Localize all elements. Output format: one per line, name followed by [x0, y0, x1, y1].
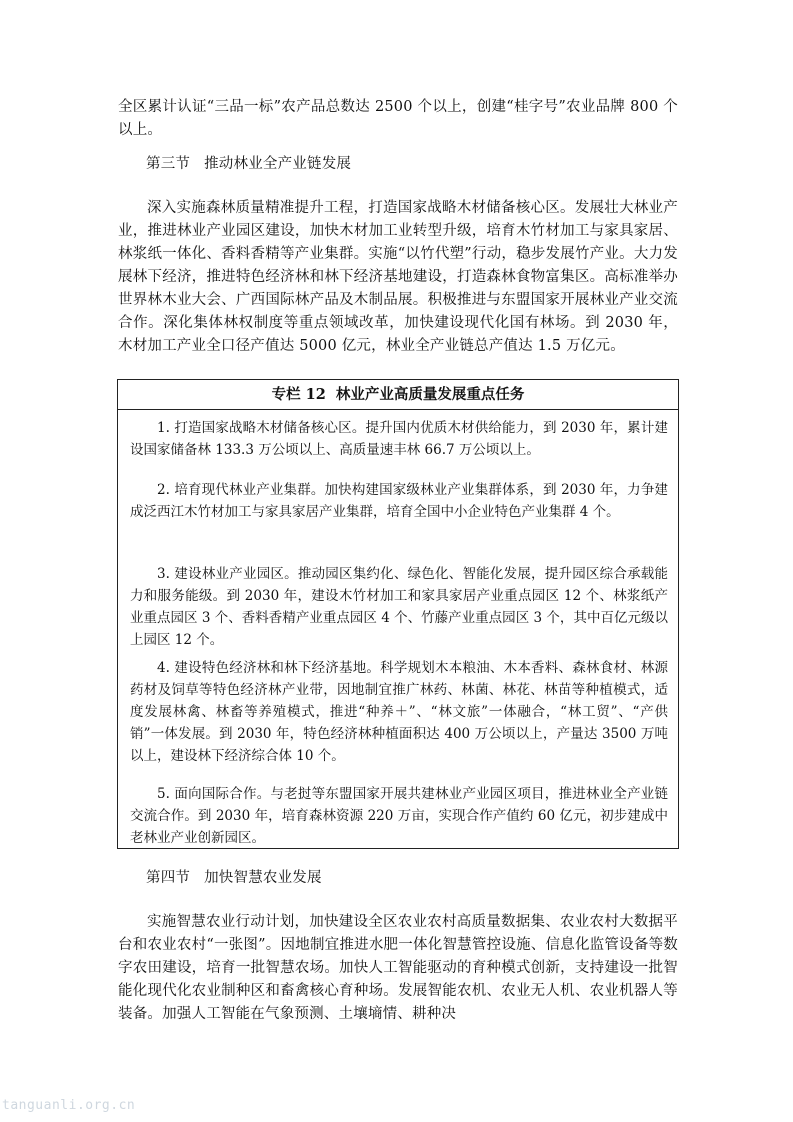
section4-body: 实施智慧农业行动计划，加快建设全区农业农村高质量数据集、农业农村大数据平台和农业农村“一张图”。因地制宜推进水肥一体化智慧管控设施、信息化监管设备等数字农田建设，培育一批智慧农场。加快人工智能驱动的育种模式创新，支持建设一批智能化现代化农业制种区和畜禽核心育种场。发展智能农机、农业无人机、农业机器人等装备。加强人工智能在气象预测、土壤墒情、耕种决: [118, 914, 678, 1022]
section3-title: 推动林业全产业链发展: [204, 156, 352, 172]
feature-box-item-1: 1. 打造国家战略木材储备核心区。提升国内优质木材供给能力，到 2030 年，累计建设国家储备林 133.3 万公顷以上、高质量速丰林 66.7 万公顷以上。: [130, 420, 668, 458]
watermark: tanguanli.org.cn: [2, 1098, 136, 1113]
section4-heading: [146, 867, 666, 890]
feature-box-title: [118, 380, 678, 410]
feature-box-item-5: 5. 面向国际合作。与老挝等东盟国家开展共建林业产业园区项目，推进林业全产业链交流合作。到 2030 年，培育森林资源 220 万亩，实现合作产值约 60 亿元，初步建成中老林业产业创新园区。: [130, 786, 668, 846]
section3-heading: [146, 153, 666, 176]
section3-number: 第三节: [146, 156, 191, 172]
feature-box-label: 专栏 12: [271, 386, 326, 403]
feature-box-item-4: 4. 建设特色经济林和林下经济基地。科学规划木本粮油、木本香料、森林食材、林源药材及饲草等特色经济林产业带，因地制宜推广林药、林菌、林花、林苗等种植模式，适度发展林禽、林畜等养殖模式，推进“种养＋”、“林文旅”一体融合，“林工贸”、“产供销”一体发展。到 2030 年，特色经济林种植面积达 400 万公顷以上，产量达 3500 万吨以上，建设林下经济综合体 10 个。: [130, 660, 668, 764]
section3-body: 深入实施森林质量精准提升工程，打造国家战略木材储备核心区。发展壮大林业产业，推进林业产业园区建设，加快木材加工业转型升级，培育木竹材加工与家具家居、林浆纸一体化、香料香精等产业集群。实施“以竹代塑”行动，稳步发展竹产业。大力发展林下经济，推进特色经济林和林下经济基地建设，打造森林食物富集区。高标准举办世界林木业大会、广西国际林产品及木制品展。积极推进与东盟国家开展林业产业交流合作。深化集体林权制度等重点领域改革，加快建设现代化国有林场。到 2030 年，木材加工产业全口径产值达 5000 亿元，林业全产业链总产值达 1.5 万亿元。: [118, 200, 678, 354]
section4-number: 第四节: [146, 870, 191, 886]
feature-box-item-2: 2. 培育现代林业产业集群。加快构建国家级林业产业集群体系，到 2030 年，力争建成泛西江木竹材加工与家具家居产业集群，培育全国中小企业特色产业集群 4 个。: [130, 482, 668, 520]
feature-box-heading: 林业产业高质量发展重点任务: [335, 386, 525, 403]
feature-box: [117, 379, 679, 849]
intro-paragraph-tail: 全区累计认证“三品一标”农产品总数达 2500 个以上，创建“桂字号”农业品牌 800 个以上。: [118, 99, 678, 138]
feature-box-item-3: 3. 建设林业产业园区。推动园区集约化、绿色化、智能化发展，提升园区综合承载能力和服务能级。到 2030 年，建设木竹材加工和家具家居产业重点园区 12 个、林浆纸产业重点园区 3 个、香料香精产业重点园区 4 个、竹藤产业重点园区 3 个，其中百亿元级以上园区 12 个。: [130, 566, 668, 648]
section4-title: 加快智慧农业发展: [204, 870, 322, 886]
